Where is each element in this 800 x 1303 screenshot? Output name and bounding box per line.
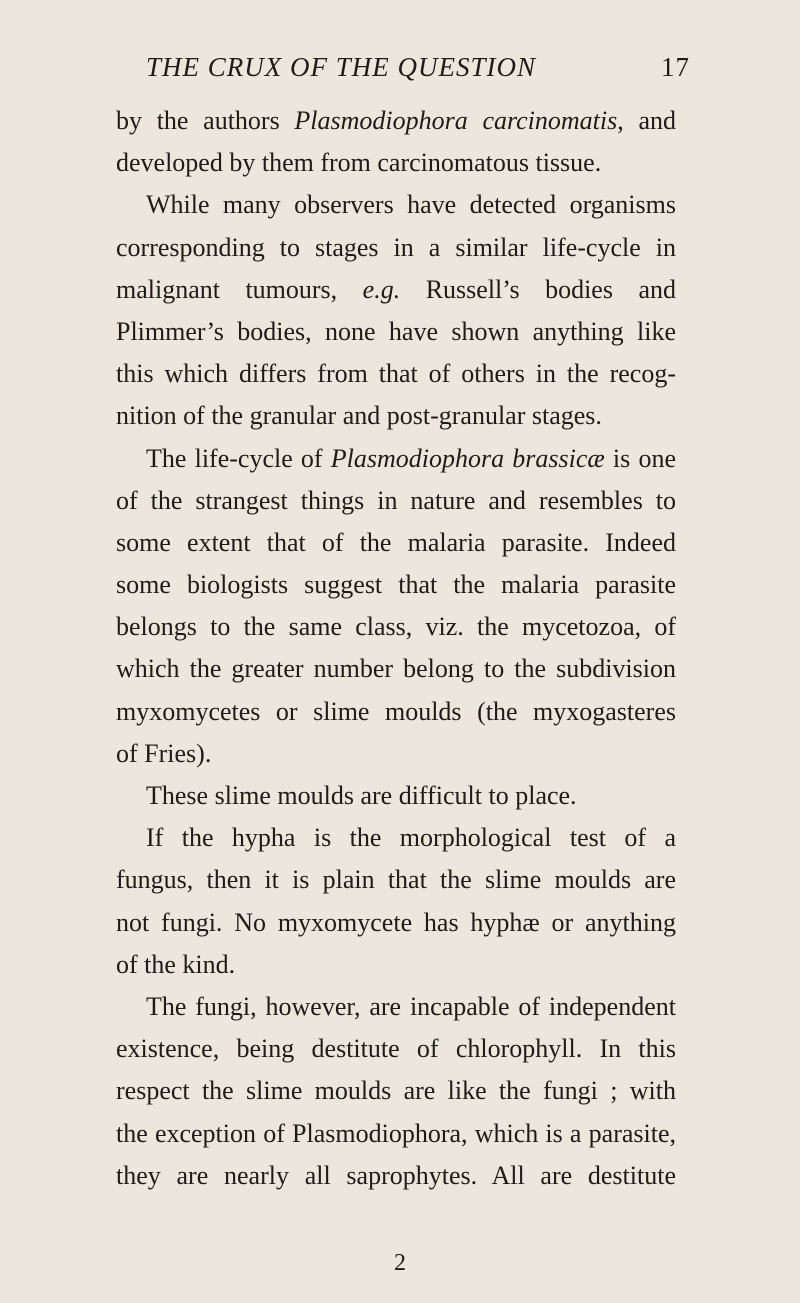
text-run: belongs to the same class, viz. the mycetozoa, of [116,612,676,642]
signature-mark: 2 [394,1250,406,1276]
text-run: nition of the granular and post-granular stages. [116,401,602,431]
text-run: fungus, then it is plain that the slime moulds are [116,865,676,895]
text-line [116,1113,676,1155]
text-run: developed by them from carcinomatous tissue. [116,148,602,178]
text-run: These slime moulds are difficult to place. [146,781,577,810]
text-line [116,902,676,944]
text-run: which the greater number belong to the subdivision [116,654,676,684]
text-run: respect the slime moulds are like the fungi ; with [116,1076,676,1106]
text-run: is one [604,443,676,473]
text-run: , and [617,106,676,135]
italic-term: Plasmodiophora brassicæ [330,443,605,473]
text-run: Russell’s bodies and [400,274,676,304]
text-line [116,100,676,142]
text-run: The life-cycle of [146,443,331,473]
text-run: this which differs from that of others in the recog- [116,359,676,389]
text-line [116,1028,676,1070]
text-run: the exception of Plasmodiophora, which is a parasite, [116,1118,676,1148]
italic-term: e.g. [362,274,401,304]
text-line [116,944,676,986]
text-run: of the kind. [116,949,236,979]
text-line [116,353,676,395]
text-run: they are nearly all saprophytes. All are destitute [116,1160,676,1190]
text-line [116,311,676,353]
text-run: some extent that of the malaria parasite. Indeed [116,527,676,557]
text-run: myxomycetes or slime moulds (the myxogasteres [116,696,676,726]
text-line [116,395,676,437]
text-run: corresponding to stages in a similar life-cycle in [116,232,676,262]
text-line [116,522,676,564]
text-line [116,184,676,226]
text-line [116,648,676,690]
text-run: of the strangest things in nature and resembles to [116,485,676,515]
text-run: Plimmer’s bodies, none have shown anything like [116,316,676,346]
italic-term: Plasmodiophora carcinomatis [294,106,618,135]
text-run: of Fries). [116,738,212,768]
text-line [116,269,676,311]
text-line [116,1070,676,1112]
text-line [116,986,676,1028]
text-run: not fungi. No myxomycete has hyphæ or anything [116,907,676,937]
text-run: malignant tumours, [116,274,363,304]
text-line [116,775,676,817]
text-line [116,733,676,775]
text-line [116,438,676,480]
text-line [116,859,676,901]
text-line [116,691,676,733]
page-number: 17 [661,52,690,82]
text-run: If the hypha is the morphological test of a [146,823,676,853]
text-run: The fungi, however, are incapable of independent [146,991,676,1021]
text-line [116,606,676,648]
running-title: THE CRUX OF THE QUESTION [146,52,537,82]
text-run: some biologists suggest that the malaria parasite [116,570,676,600]
body-text [116,100,676,1197]
text-run: by the authors [116,106,295,135]
text-line [116,1155,676,1197]
text-run: existence, being destitute of chlorophyll. In this [116,1034,676,1064]
text-line [116,817,676,859]
text-line [116,142,676,184]
text-run: While many observers have detected organisms [146,190,676,220]
text-line [116,227,676,269]
text-line [116,564,676,606]
text-line [116,480,676,522]
